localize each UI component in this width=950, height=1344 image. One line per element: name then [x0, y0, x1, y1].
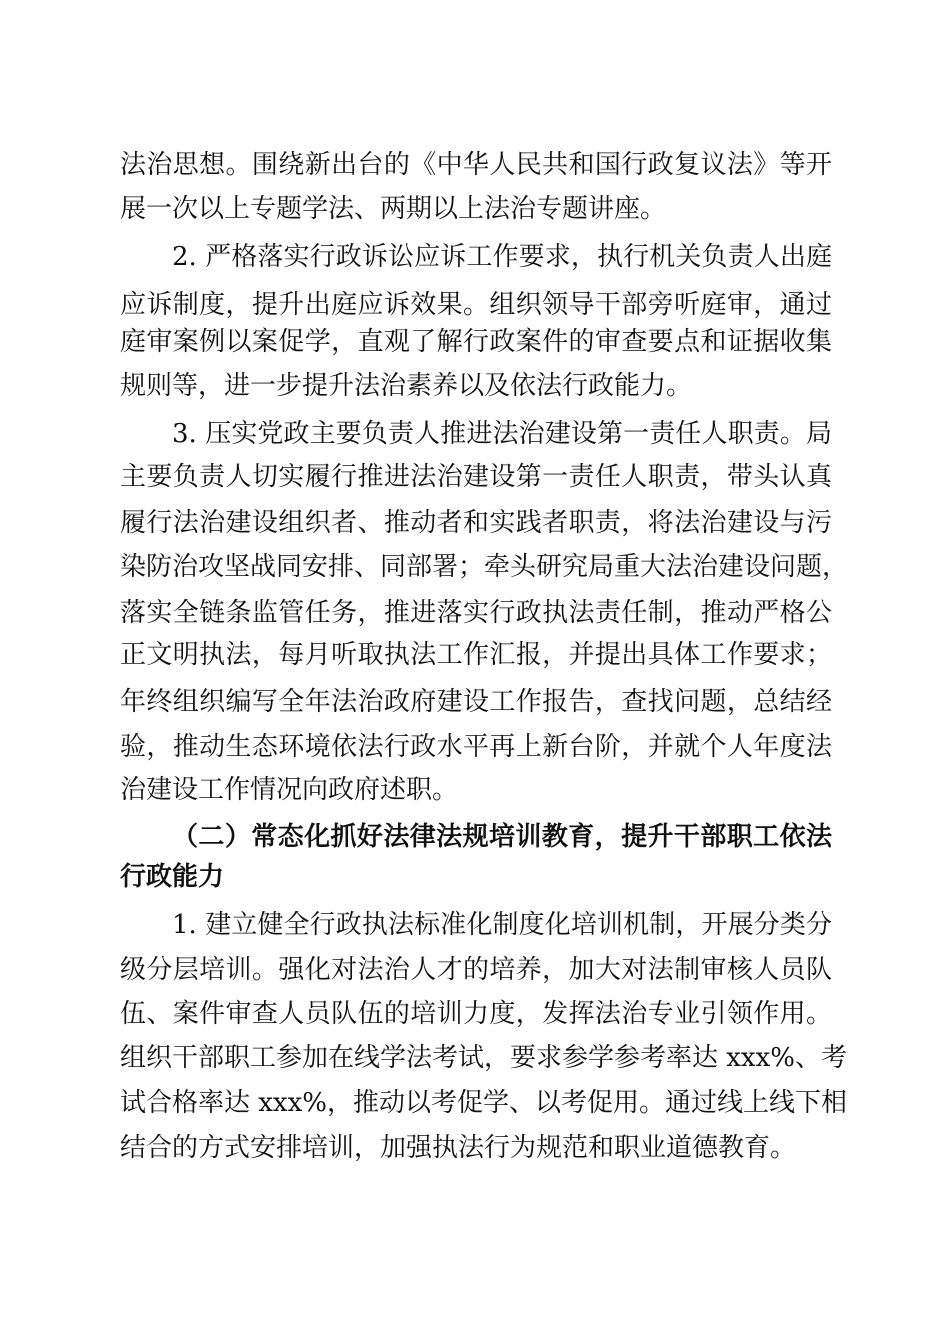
text-line: 结合的方式安排培训，加强执法行为规范和职业道德教育。	[120, 1133, 797, 1163]
text-line: 伍、案件审查人员队伍的培训力度，发挥法治专业引领作用。	[120, 999, 832, 1029]
text-line: 规则等，进一步提升法治素养以及依法行政能力。	[120, 371, 693, 401]
text-line: 验，推动生态环境依法行政水平再上新台阶，并就个人年度法	[120, 732, 832, 762]
section-heading: （二）常态化抓好法律法规培训教育，提升干部职工依法	[172, 822, 832, 852]
text-line: 落实全链条监管任务，推进落实行政执法责任制，推动严格公	[120, 598, 832, 628]
text-line: 治建设工作情况向政府述职。	[120, 775, 459, 805]
text-line: 3. 压实党政主要负责人推进法治建设第一责任人职责。局	[172, 419, 832, 449]
section-heading: 行政能力	[120, 862, 225, 892]
text-line: 主要负责人切实履行推进法治建设第一责任人职责，带头认真	[120, 462, 832, 492]
text-line: 展一次以上专题学法、两期以上法治专题讲座。	[120, 194, 667, 224]
text-line: 履行法治建设组织者、推动者和实践者职责，将法治建设与污	[120, 508, 832, 538]
text-line: 染防治攻坚战同安排、同部署；牵头研究局重大法治建设问题，	[120, 552, 849, 582]
text-line: 1. 建立健全行政执法标准化制度化培训机制，开展分类分	[172, 910, 832, 940]
text-line: 应诉制度，提升出庭应诉效果。组织领导干部旁听庭审，通过	[120, 290, 832, 320]
text-line: 正文明执法，每月听取执法工作汇报，并提出具体工作要求；	[120, 640, 832, 670]
text-line: 组织干部职工参加在线学法考试，要求参学参考率达 xxx%、考	[120, 1043, 847, 1073]
text-line: 试合格率达 xxx%，推动以考促学、以考促用。通过线上线下相	[120, 1088, 847, 1118]
text-line: 级分层培训。强化对法治人才的培养，加大对法制审核人员队	[120, 955, 832, 985]
text-line: 年终组织编写全年法治政府建设工作报告，查找问题，总结经	[120, 687, 832, 717]
text-line: 2. 严格落实行政诉讼应诉工作要求，执行机关负责人出庭	[172, 242, 832, 272]
text-line: 法治思想。围绕新出台的《中华人民共和国行政复议法》等开	[120, 150, 832, 180]
text-line: 庭审案例以案促学，直观了解行政案件的审查要点和证据收集	[120, 327, 832, 357]
